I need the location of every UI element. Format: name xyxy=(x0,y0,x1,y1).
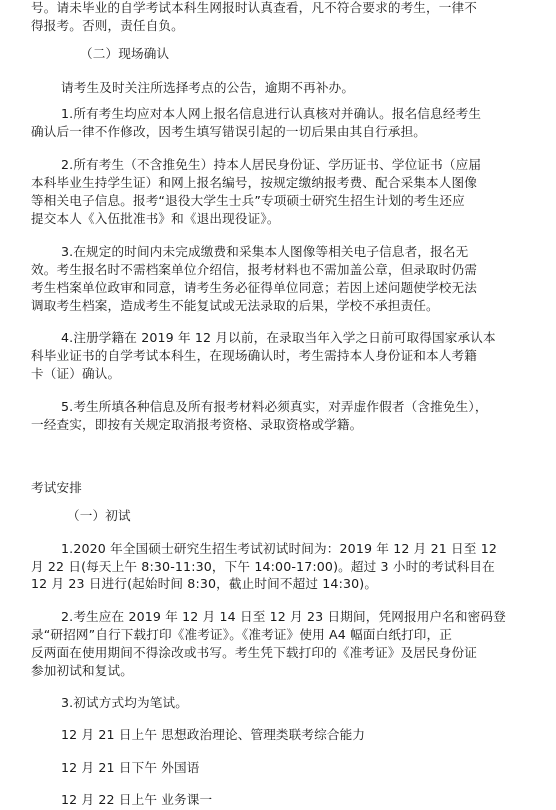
item-line: 本科毕业生持学生证）和网上报名编号，按规定缴纳报考费、配合采集本人图像 xyxy=(31,175,478,191)
item-line: 录“研招网”自行下载打印《准考证》。《准考证》使用 A4 幅面白纸打印，正 xyxy=(31,626,453,642)
section-heading: （二）现场确认 xyxy=(80,45,170,61)
section-heading: 考试安排 xyxy=(31,479,82,495)
item-line: 确认后一律不作修改，因考生填写错误引起的一切后果由其自行承担。 xyxy=(31,123,427,139)
item-line: 反两面在使用期间不得涂改或书写。考生凭下载打印的《准考证》及居民身份证 xyxy=(31,644,478,660)
item-line: 一经查实，即按有关规定取消报考资格、录取资格或学籍。 xyxy=(31,416,363,432)
section-intro: 请考生及时关注所选择考点的公告，逾期不再补办。 xyxy=(61,79,355,95)
paragraph-line: 得报考。否则，责任自负。 xyxy=(31,17,184,33)
sub-heading: （一）初试 xyxy=(67,508,131,524)
paragraph-line: 号。请未毕业的自学考试本科生网报时认真查看，凡不符合要求的考生，一律不 xyxy=(31,0,478,15)
item-line: 2.考生应在 2019 年 12 月 14 日至 12 月 23 日期间，凭网报用户名和密码登 xyxy=(61,608,506,624)
item-line: 1.所有考生均应对本人网上报名信息进行认真核对并确认。报名信息经考生 xyxy=(61,105,482,121)
item-line: 3.在规定的时间内未完成缴费和采集本人图像等相关电子信息者，报名无 xyxy=(61,244,469,260)
item-line: 1.2020 年全国硕士研究生招生考试初试时间为：2019 年 12 月 21 日至 12 xyxy=(61,540,498,556)
item-line: 卡（证）确认。 xyxy=(31,366,121,382)
item-line: 考生档案单位政审和同意，请考生务必征得单位同意；若因上述问题使学校无法 xyxy=(31,280,478,296)
item-line: 参加初试和复试。 xyxy=(31,662,133,678)
item-line: 效。考生报名时不需档案单位介绍信，报考材料也不需加盖公章，但录取时仍需 xyxy=(31,262,478,278)
item-line: 12 月 23 日进行(起始时间 8:30，截止时间不超过 14:30)。 xyxy=(31,576,378,592)
schedule-line: 12 月 21 日上午 思想政治理论、管理类联考综合能力 xyxy=(61,727,366,743)
item-line: 科毕业证书的自学考试本科生，在现场确认时，考生需持本人身份证和本人考籍 xyxy=(31,348,478,364)
item-line: 提交本人《入伍批准书》和《退出现役证》。 xyxy=(31,211,280,227)
item-line: 3.初试方式均为笔试。 xyxy=(61,695,189,711)
item-line: 2.所有考生（不含推免生）持本人居民身份证、学历证书、学位证书（应届 xyxy=(61,157,482,173)
item-line: 5.考生所填各种信息及所有报考材料必须真实，对弄虚作假者（含推免生）， xyxy=(61,398,488,414)
item-line: 调取考生档案，造成考生不能复试或无法录取的后果，学校不承担责任。 xyxy=(31,298,439,314)
item-line: 等相关电子信息。报考“退役大学生士兵”专项硕士研究生招生计划的考生还应 xyxy=(31,193,465,209)
item-line: 月 22 日(每天上午 8:30-11:30，下午 14:00-17:00)。超过 3 小时的考试科目在 xyxy=(31,558,495,574)
schedule-line: 12 月 21 日下午 外国语 xyxy=(61,759,200,775)
item-line: 4.注册学籍在 2019 年 12 月以前，在录取当年入学之日前可取得国家承认本 xyxy=(61,330,496,346)
schedule-line: 12 月 22 日上午 业务课一 xyxy=(61,792,213,807)
